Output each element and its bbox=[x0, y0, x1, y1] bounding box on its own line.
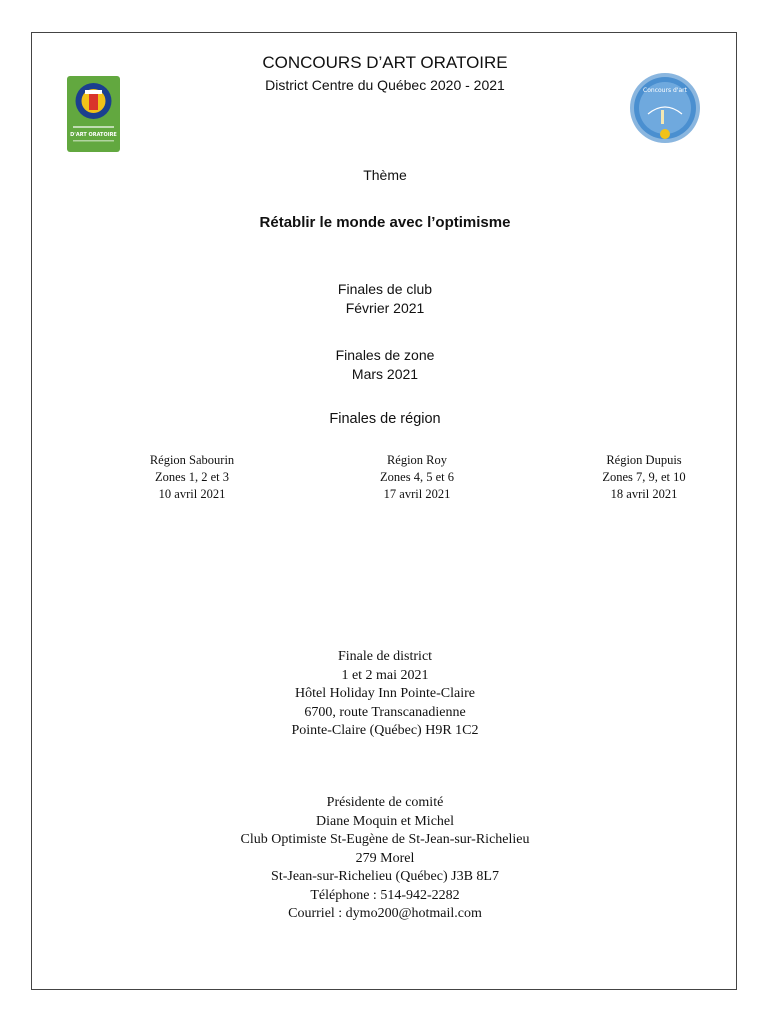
committee-city: St-Jean-sur-Richelieu (Québec) J3B 8L7 bbox=[271, 869, 499, 884]
committee-label: Présidente de comité bbox=[326, 795, 444, 810]
region-column bbox=[317, 452, 517, 503]
region-date: 17 avril 2021 bbox=[383, 487, 451, 501]
district-subtitle: District Centre du Québec 2020 - 2021 bbox=[265, 77, 505, 93]
region-name: Région Roy bbox=[386, 453, 448, 467]
region-zones: Zones 4, 5 et 6 bbox=[380, 470, 454, 484]
committee-club: Club Optimiste St-Eugène de St-Jean-sur-Richelieu bbox=[240, 832, 530, 847]
club-finals-label: Finales de club bbox=[337, 281, 433, 297]
region-column bbox=[544, 452, 744, 503]
region-column bbox=[92, 452, 292, 503]
theme-label: Thème bbox=[363, 167, 407, 183]
zone-finals-label: Finales de zone bbox=[335, 347, 435, 363]
region-zones: Zones 1, 2 et 3 bbox=[155, 470, 229, 484]
badge-text: Concours d'art bbox=[643, 87, 687, 94]
contest-title: CONCOURS D’ART ORATOIRE bbox=[262, 53, 508, 72]
logo-text: D'ART ORATOIRE bbox=[70, 132, 117, 138]
region-name: Région Dupuis bbox=[606, 453, 682, 467]
zone-finals-date: Mars 2021 bbox=[351, 366, 419, 382]
region-name: Région Sabourin bbox=[149, 453, 235, 467]
committee-names: Diane Moquin et Michel bbox=[315, 813, 455, 829]
region-date: 10 avril 2021 bbox=[158, 487, 226, 501]
committee-contact bbox=[0, 794, 770, 924]
zone-finals bbox=[0, 346, 770, 384]
committee-street: 279 Morel bbox=[355, 850, 415, 866]
club-finals-date: Février 2021 bbox=[345, 300, 425, 316]
committee-email: Courriel : dymo200@hotmail.com bbox=[288, 906, 482, 921]
region-date: 18 avril 2021 bbox=[610, 487, 678, 501]
district-final-city: Pointe-Claire (Québec) H9R 1C2 bbox=[291, 723, 479, 738]
committee-phone: Téléphone : 514-942-2282 bbox=[310, 887, 460, 903]
region-finals-label: Finales de région bbox=[329, 411, 441, 427]
region-zones: Zones 7, 9, et 10 bbox=[602, 470, 686, 484]
district-final bbox=[0, 648, 770, 741]
district-final-date: 1 et 2 mai 2021 bbox=[341, 667, 429, 683]
district-final-label: Finale de district bbox=[337, 649, 433, 664]
district-final-address: 6700, route Transcanadienne bbox=[304, 704, 466, 720]
club-finals bbox=[0, 280, 770, 318]
theme-title: Rétablir le monde avec l’optimisme bbox=[259, 214, 511, 231]
district-final-venue: Hôtel Holiday Inn Pointe-Claire bbox=[294, 686, 476, 701]
